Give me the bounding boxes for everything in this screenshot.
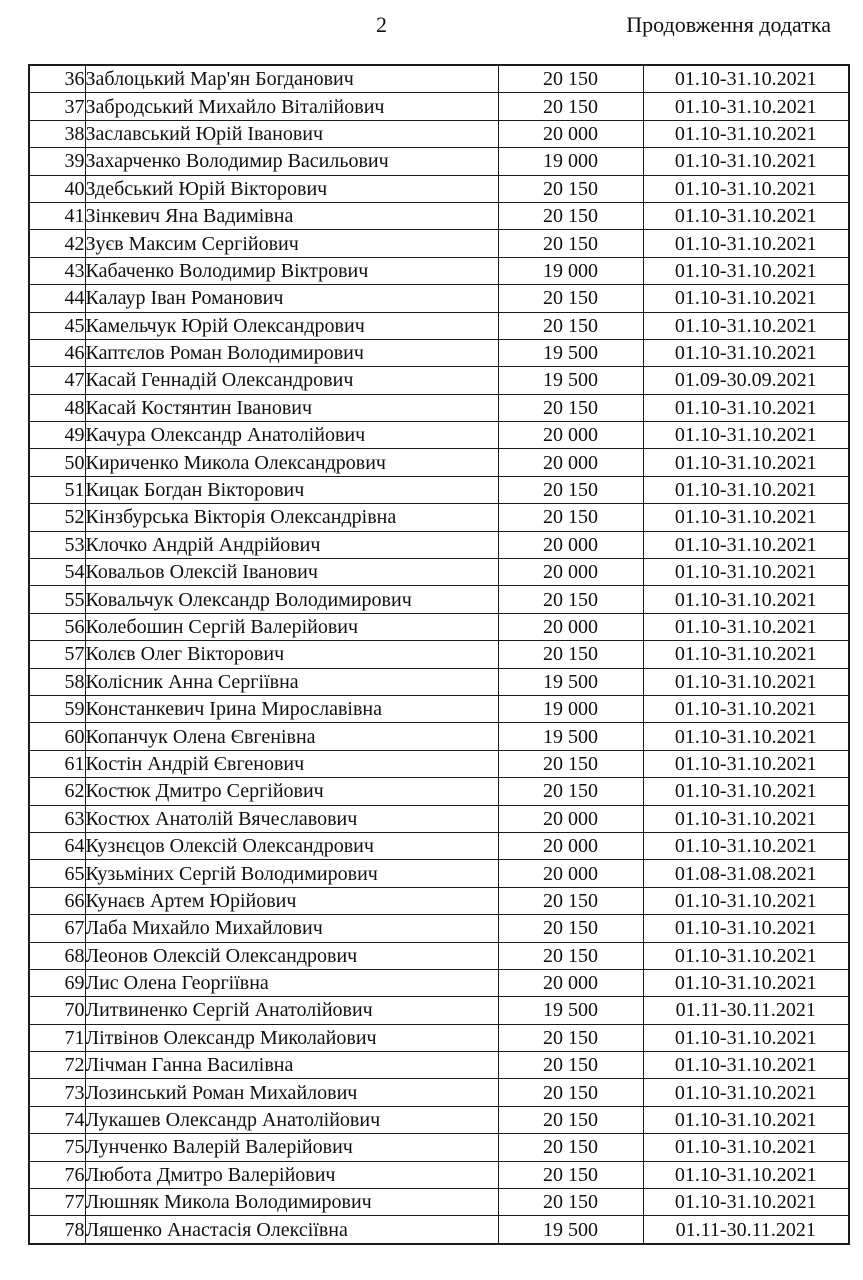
period-cell: 01.10-31.10.2021	[643, 695, 849, 722]
period-cell: 01.10-31.10.2021	[643, 1161, 849, 1188]
table-row	[29, 860, 849, 887]
table-row	[29, 1134, 849, 1161]
row-number-cell: 65	[29, 860, 85, 887]
row-number-cell: 37	[29, 93, 85, 120]
amount-cell: 20 000	[498, 860, 643, 887]
amount-cell: 20 000	[498, 969, 643, 996]
row-number-cell: 44	[29, 285, 85, 312]
period-cell: 01.10-31.10.2021	[643, 175, 849, 202]
period-cell: 01.11-30.11.2021	[643, 1216, 849, 1244]
row-number-cell: 67	[29, 915, 85, 942]
amount-cell: 19 000	[498, 257, 643, 284]
person-name-cell: Літвінов Олександр Миколайович	[85, 1024, 498, 1051]
amount-cell: 20 150	[498, 285, 643, 312]
period-cell: 01.10-31.10.2021	[643, 887, 849, 914]
period-cell: 01.10-31.10.2021	[643, 148, 849, 175]
table-row	[29, 65, 849, 93]
period-cell: 01.10-31.10.2021	[643, 230, 849, 257]
table-row	[29, 586, 849, 613]
table-row	[29, 175, 849, 202]
table-row	[29, 915, 849, 942]
amount-cell: 19 500	[498, 1216, 643, 1244]
table-row	[29, 394, 849, 421]
amount-cell: 20 150	[498, 915, 643, 942]
person-name-cell: Копанчук Олена Євгенівна	[85, 723, 498, 750]
table-row	[29, 230, 849, 257]
amount-cell: 20 150	[498, 1189, 643, 1216]
period-cell: 01.10-31.10.2021	[643, 1052, 849, 1079]
person-name-cell: Лис Олена Георгіївна	[85, 969, 498, 996]
period-cell: 01.10-31.10.2021	[643, 723, 849, 750]
table-row	[29, 887, 849, 914]
period-cell: 01.10-31.10.2021	[643, 942, 849, 969]
continuation-label: Продовження додатка	[626, 12, 831, 37]
table-row	[29, 1216, 849, 1244]
person-name-cell: Лунченко Валерій Валерійович	[85, 1134, 498, 1161]
table-row	[29, 449, 849, 476]
row-number-cell: 54	[29, 559, 85, 586]
person-name-cell: Костюк Дмитро Сергійович	[85, 778, 498, 805]
period-cell: 01.10-31.10.2021	[643, 285, 849, 312]
payments-table	[28, 64, 850, 1245]
period-cell: 01.10-31.10.2021	[643, 339, 849, 366]
amount-cell: 19 000	[498, 148, 643, 175]
row-number-cell: 45	[29, 312, 85, 339]
table-row	[29, 531, 849, 558]
table-row	[29, 942, 849, 969]
table-row	[29, 695, 849, 722]
table-row	[29, 1024, 849, 1051]
table-row	[29, 778, 849, 805]
amount-cell: 19 500	[498, 339, 643, 366]
person-name-cell: Здебський Юрій Вікторович	[85, 175, 498, 202]
row-number-cell: 78	[29, 1216, 85, 1244]
person-name-cell: Люшняк Микола Володимирович	[85, 1189, 498, 1216]
person-name-cell: Зінкевич Яна Вадимівна	[85, 202, 498, 229]
row-number-cell: 41	[29, 202, 85, 229]
row-number-cell: 75	[29, 1134, 85, 1161]
amount-cell: 20 000	[498, 449, 643, 476]
table-row	[29, 641, 849, 668]
period-cell: 01.10-31.10.2021	[643, 449, 849, 476]
row-number-cell: 57	[29, 641, 85, 668]
row-number-cell: 59	[29, 695, 85, 722]
person-name-cell: Калаур Іван Романович	[85, 285, 498, 312]
person-name-cell: Касай Костянтин Іванович	[85, 394, 498, 421]
period-cell: 01.10-31.10.2021	[643, 476, 849, 503]
person-name-cell: Клочко Андрій Андрійович	[85, 531, 498, 558]
row-number-cell: 63	[29, 805, 85, 832]
table-row	[29, 202, 849, 229]
period-cell: 01.11-30.11.2021	[643, 997, 849, 1024]
row-number-cell: 36	[29, 65, 85, 93]
period-cell: 01.10-31.10.2021	[643, 531, 849, 558]
person-name-cell: Костін Андрій Євгенович	[85, 750, 498, 777]
row-number-cell: 62	[29, 778, 85, 805]
person-name-cell: Кириченко Микола Олександрович	[85, 449, 498, 476]
period-cell: 01.10-31.10.2021	[643, 1134, 849, 1161]
row-number-cell: 52	[29, 504, 85, 531]
table-row	[29, 1079, 849, 1106]
period-cell: 01.10-31.10.2021	[643, 915, 849, 942]
person-name-cell: Лаба Михайло Михайлович	[85, 915, 498, 942]
table-row	[29, 559, 849, 586]
amount-cell: 20 000	[498, 422, 643, 449]
table-row	[29, 476, 849, 503]
amount-cell: 20 000	[498, 559, 643, 586]
person-name-cell: Ковальчук Олександр Володимирович	[85, 586, 498, 613]
table-row	[29, 1106, 849, 1133]
amount-cell: 19 500	[498, 668, 643, 695]
period-cell: 01.10-31.10.2021	[643, 257, 849, 284]
amount-cell: 20 000	[498, 832, 643, 859]
row-number-cell: 70	[29, 997, 85, 1024]
amount-cell: 20 000	[498, 120, 643, 147]
period-cell: 01.10-31.10.2021	[643, 641, 849, 668]
person-name-cell: Захарченко Володимир Васильович	[85, 148, 498, 175]
person-name-cell: Кунаєв Артем Юрійович	[85, 887, 498, 914]
person-name-cell: Леонов Олексій Олександрович	[85, 942, 498, 969]
row-number-cell: 74	[29, 1106, 85, 1133]
row-number-cell: 39	[29, 148, 85, 175]
table-row	[29, 339, 849, 366]
period-cell: 01.10-31.10.2021	[643, 1079, 849, 1106]
period-cell: 01.10-31.10.2021	[643, 559, 849, 586]
row-number-cell: 68	[29, 942, 85, 969]
amount-cell: 20 150	[498, 1106, 643, 1133]
amount-cell: 19 500	[498, 997, 643, 1024]
amount-cell: 20 150	[498, 778, 643, 805]
period-cell: 01.10-31.10.2021	[643, 93, 849, 120]
row-number-cell: 71	[29, 1024, 85, 1051]
person-name-cell: Кузьміних Сергій Володимирович	[85, 860, 498, 887]
row-number-cell: 47	[29, 367, 85, 394]
amount-cell: 20 150	[498, 93, 643, 120]
amount-cell: 19 500	[498, 723, 643, 750]
person-name-cell: Лозинський Роман Михайлович	[85, 1079, 498, 1106]
amount-cell: 20 150	[498, 65, 643, 93]
person-name-cell: Кінзбурська Вікторія Олександрівна	[85, 504, 498, 531]
person-name-cell: Забродський Михайло Віталійович	[85, 93, 498, 120]
person-name-cell: Колєв Олег Вікторович	[85, 641, 498, 668]
row-number-cell: 77	[29, 1189, 85, 1216]
row-number-cell: 49	[29, 422, 85, 449]
period-cell: 01.10-31.10.2021	[643, 504, 849, 531]
person-name-cell: Заславський Юрій Іванович	[85, 120, 498, 147]
person-name-cell: Кабаченко Володимир Віктрович	[85, 257, 498, 284]
amount-cell: 20 150	[498, 230, 643, 257]
person-name-cell: Ляшенко Анастасія Олексіївна	[85, 1216, 498, 1244]
amount-cell: 20 150	[498, 1079, 643, 1106]
row-number-cell: 73	[29, 1079, 85, 1106]
table-row	[29, 312, 849, 339]
row-number-cell: 76	[29, 1161, 85, 1188]
person-name-cell: Лукашев Олександр Анатолійович	[85, 1106, 498, 1133]
table-row	[29, 257, 849, 284]
table-row	[29, 367, 849, 394]
table-row	[29, 969, 849, 996]
person-name-cell: Качура Олександр Анатолійович	[85, 422, 498, 449]
person-name-cell: Лічман Ганна Василівна	[85, 1052, 498, 1079]
amount-cell: 20 150	[498, 476, 643, 503]
row-number-cell: 60	[29, 723, 85, 750]
amount-cell: 20 150	[498, 202, 643, 229]
period-cell: 01.10-31.10.2021	[643, 1024, 849, 1051]
row-number-cell: 48	[29, 394, 85, 421]
row-number-cell: 72	[29, 1052, 85, 1079]
row-number-cell: 69	[29, 969, 85, 996]
period-cell: 01.10-31.10.2021	[643, 1189, 849, 1216]
amount-cell: 19 000	[498, 695, 643, 722]
person-name-cell: Кицак Богдан Вікторович	[85, 476, 498, 503]
row-number-cell: 43	[29, 257, 85, 284]
amount-cell: 20 150	[498, 394, 643, 421]
period-cell: 01.09-30.09.2021	[643, 367, 849, 394]
amount-cell: 20 000	[498, 613, 643, 640]
person-name-cell: Каптєлов Роман Володимирович	[85, 339, 498, 366]
row-number-cell: 61	[29, 750, 85, 777]
person-name-cell: Любота Дмитро Валерійович	[85, 1161, 498, 1188]
table-row	[29, 285, 849, 312]
table-row	[29, 668, 849, 695]
period-cell: 01.10-31.10.2021	[643, 778, 849, 805]
row-number-cell: 55	[29, 586, 85, 613]
person-name-cell: Заблоцький Мар'ян Богданович	[85, 65, 498, 93]
row-number-cell: 40	[29, 175, 85, 202]
period-cell: 01.10-31.10.2021	[643, 202, 849, 229]
period-cell: 01.10-31.10.2021	[643, 65, 849, 93]
row-number-cell: 56	[29, 613, 85, 640]
person-name-cell: Кузнєцов Олексій Олександрович	[85, 832, 498, 859]
table-row	[29, 1052, 849, 1079]
table-row	[29, 504, 849, 531]
amount-cell: 20 150	[498, 750, 643, 777]
page-header	[0, 12, 863, 40]
period-cell: 01.10-31.10.2021	[643, 312, 849, 339]
table-row	[29, 422, 849, 449]
period-cell: 01.10-31.10.2021	[643, 586, 849, 613]
amount-cell: 20 150	[498, 1024, 643, 1051]
row-number-cell: 42	[29, 230, 85, 257]
amount-cell: 20 150	[498, 175, 643, 202]
row-number-cell: 66	[29, 887, 85, 914]
period-cell: 01.10-31.10.2021	[643, 613, 849, 640]
table-row	[29, 120, 849, 147]
period-cell: 01.10-31.10.2021	[643, 422, 849, 449]
person-name-cell: Ковальов Олексій Іванович	[85, 559, 498, 586]
amount-cell: 20 150	[498, 1161, 643, 1188]
person-name-cell: Касай Геннадій Олександрович	[85, 367, 498, 394]
period-cell: 01.10-31.10.2021	[643, 969, 849, 996]
amount-cell: 20 150	[498, 504, 643, 531]
amount-cell: 20 000	[498, 531, 643, 558]
person-name-cell: Литвиненко Сергій Анатолійович	[85, 997, 498, 1024]
amount-cell: 20 150	[498, 312, 643, 339]
period-cell: 01.10-31.10.2021	[643, 668, 849, 695]
table-row	[29, 1189, 849, 1216]
table-row	[29, 832, 849, 859]
period-cell: 01.10-31.10.2021	[643, 750, 849, 777]
period-cell: 01.10-31.10.2021	[643, 805, 849, 832]
row-number-cell: 58	[29, 668, 85, 695]
period-cell: 01.10-31.10.2021	[643, 394, 849, 421]
amount-cell: 20 150	[498, 1134, 643, 1161]
table-row	[29, 805, 849, 832]
table-body	[29, 65, 849, 1244]
period-cell: 01.10-31.10.2021	[643, 120, 849, 147]
table-row	[29, 723, 849, 750]
period-cell: 01.10-31.10.2021	[643, 832, 849, 859]
person-name-cell: Колісник Анна Сергіївна	[85, 668, 498, 695]
row-number-cell: 38	[29, 120, 85, 147]
table-row	[29, 750, 849, 777]
amount-cell: 19 500	[498, 367, 643, 394]
amount-cell: 20 000	[498, 805, 643, 832]
row-number-cell: 64	[29, 832, 85, 859]
table-row	[29, 613, 849, 640]
person-name-cell: Констанкевич Ірина Мирославівна	[85, 695, 498, 722]
amount-cell: 20 150	[498, 1052, 643, 1079]
row-number-cell: 51	[29, 476, 85, 503]
person-name-cell: Колебошин Сергій Валерійович	[85, 613, 498, 640]
person-name-cell: Костюх Анатолій Вячеславович	[85, 805, 498, 832]
table-row	[29, 1161, 849, 1188]
amount-cell: 20 150	[498, 887, 643, 914]
row-number-cell: 50	[29, 449, 85, 476]
table-row	[29, 997, 849, 1024]
period-cell: 01.08-31.08.2021	[643, 860, 849, 887]
page-number: 2	[376, 12, 387, 37]
table-row	[29, 93, 849, 120]
row-number-cell: 46	[29, 339, 85, 366]
table-row	[29, 148, 849, 175]
period-cell: 01.10-31.10.2021	[643, 1106, 849, 1133]
person-name-cell: Зуєв Максим Сергійович	[85, 230, 498, 257]
amount-cell: 20 150	[498, 586, 643, 613]
person-name-cell: Камельчук Юрій Олександрович	[85, 312, 498, 339]
row-number-cell: 53	[29, 531, 85, 558]
amount-cell: 20 150	[498, 641, 643, 668]
amount-cell: 20 150	[498, 942, 643, 969]
